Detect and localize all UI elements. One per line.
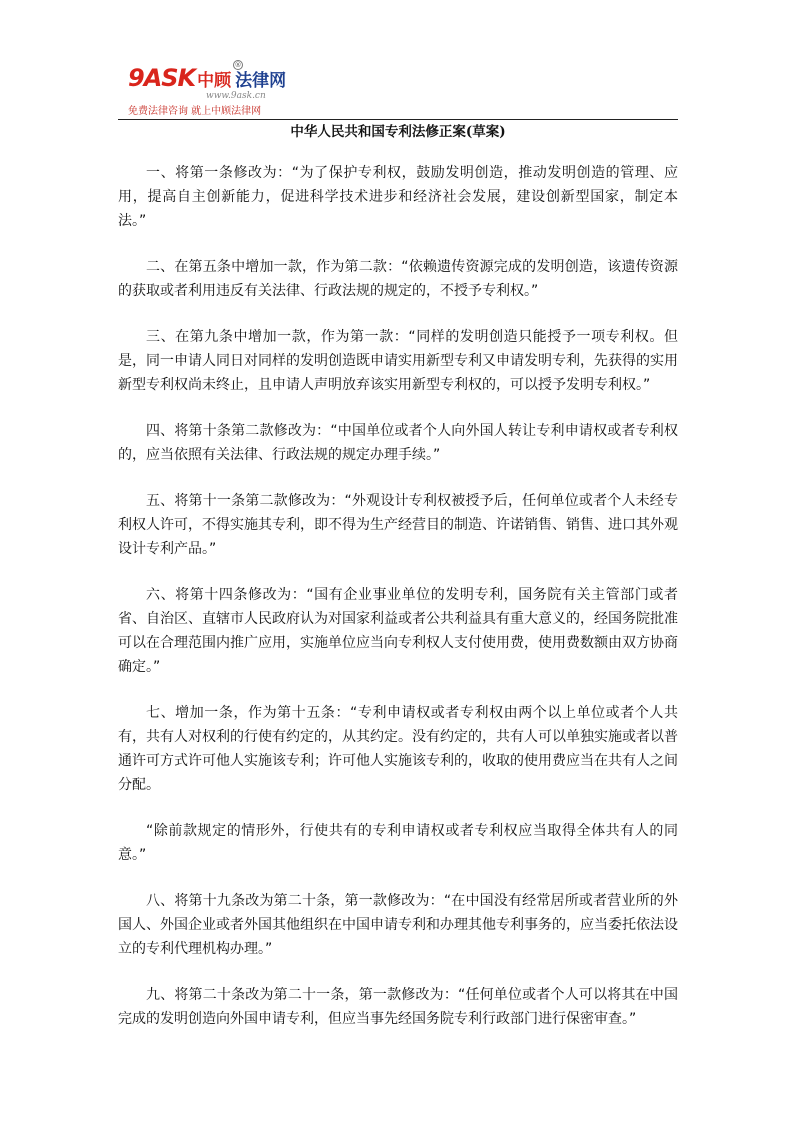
article-paragraph-7-continued: “除前款规定的情形外，行使共有的专利申请权或者专利权应当取得全体共有人的同意。” [118,823,678,863]
logo-wordmark [128,64,286,92]
article-paragraph-9: 九、将第二十条改为第二十一条，第一款修改为：“任何单位或者个人可以将其在中国完成的发明创造向外国申请专利，但应当事先经国务院专利行政部门进行保密审查。” [118,987,678,1027]
logo-brand-cn-2: 法律网 [235,71,287,91]
article-paragraph-2: 二、在第五条中增加一款，作为第二款：“依赖遗传资源完成的发明创造，该遗传资源的获取或者利用违反有关法律、行政法规的规定的，不授予专利权。” [118,259,678,299]
logo-slogan: 免费法律咨询 就上中顾法律网 [128,106,262,117]
article-paragraph-8: 八、将第十九条改为第二十条，第一款修改为：“在中国没有经常居所或者营业所的外国人、外国企业或者外国其他组织在中国申请专利和办理其他专利事务的，应当委托依法设立的专利代理机构办理。” [118,893,678,957]
article-paragraph-4: 四、将第十条第二款修改为：“中国单位或者个人向外国人转让专利申请权或者专利权的，应当依照有关法律、行政法规的规定办理手续。” [118,423,678,463]
document-body [118,161,678,1053]
header-divider [118,119,678,120]
page-header [120,60,680,118]
site-logo[interactable] [128,61,328,117]
logo-url: www.9ask.cn [206,91,266,101]
article-paragraph-3: 三、在第九条中增加一款，作为第一款：“同样的发明创造只能授予一项专利权。但是，同一申请人同日对同样的发明创造既申请实用新型专利又申请发明专利，先获得的实用新型专利权尚未终止，且申请人声明放弃该实用新型专利权的，可以授予发明专利权。” [118,329,678,393]
article-paragraph-5: 五、将第十一条第二款修改为：“外观设计专利权被授予后，任何单位或者个人未经专利权人许可，不得实施其专利，即不得为生产经营目的制造、许诺销售、销售、进口其外观设计专利产品。” [118,493,678,557]
logo-brand-latin: 9ASK [128,64,196,92]
registered-mark: ® [234,61,242,69]
document-title: 中华人民共和国专利法修正案(草案) [290,124,506,140]
logo-brand-cn-1: 中顾 [197,71,232,91]
article-paragraph-7: 七、增加一条，作为第十五条：“专利申请权或者专利权由两个以上单位或者个人共有，共有人对权利的行使有约定的，从其约定。没有约定的，共有人可以单独实施或者以普通许可方式许可他人实施该专利；许可他人实施该专利的，收取的使用费应当在共有人之间分配。 [118,705,678,793]
article-paragraph-1: 一、将第一条修改为：“为了保护专利权，鼓励发明创造，推动发明创造的管理、应用，提高自主创新能力，促进科学技术进步和经济社会发展，建设创新型国家，制定本法。” [118,165,678,229]
article-paragraph-6: 六、将第十四条修改为：“国有企业事业单位的发明专利，国务院有关主管部门或者省、自治区、直辖市人民政府认为对国家利益或者公共利益具有重大意义的，经国务院批准可以在合理范围内推广应用，实施单位应当向专利权人支付使用费，使用费数额由双方协商确定。” [118,587,678,675]
